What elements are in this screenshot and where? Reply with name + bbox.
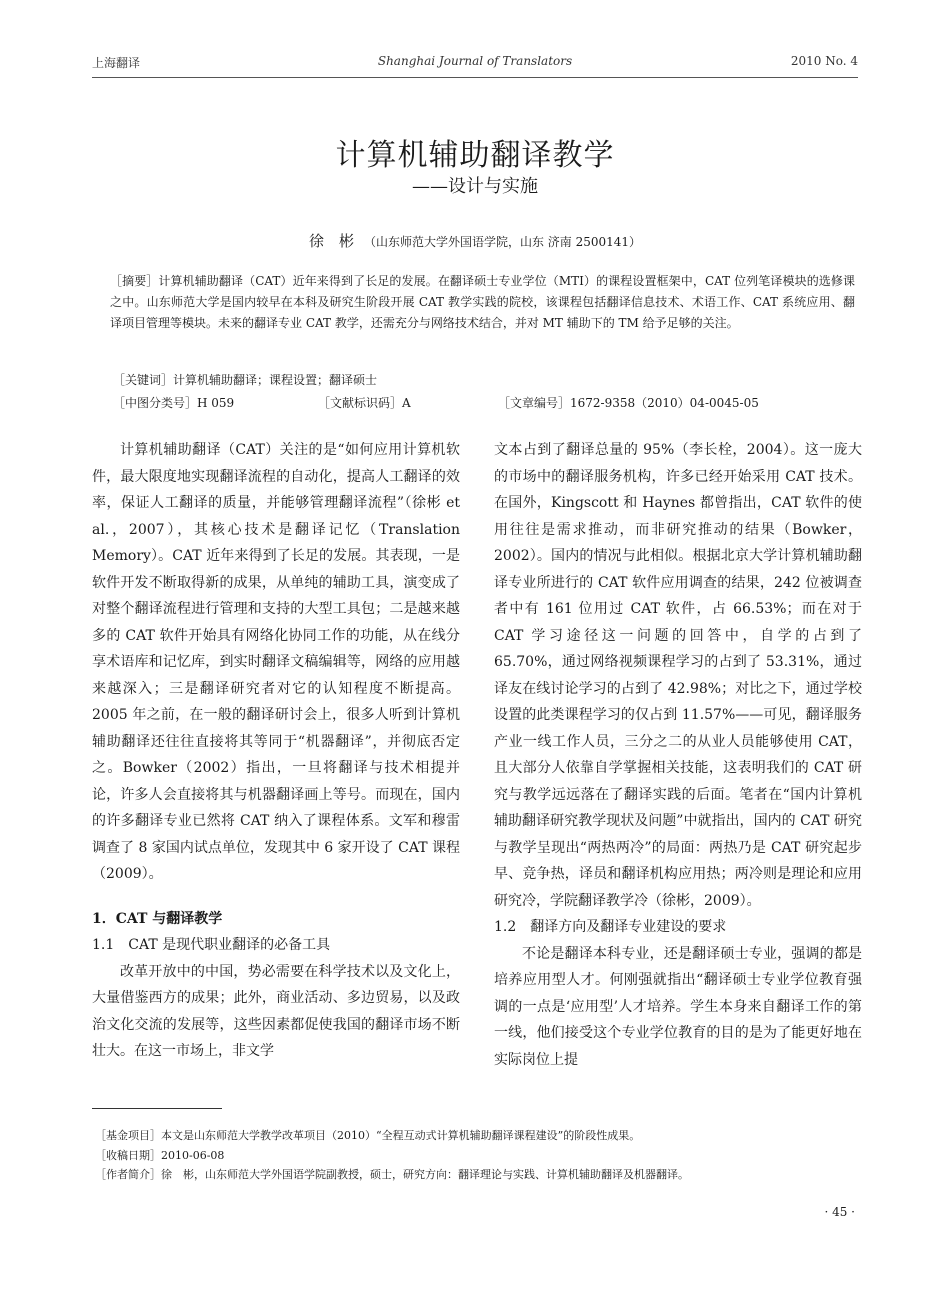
right-column xyxy=(494,437,862,1073)
author-line xyxy=(0,230,950,251)
body-paragraph: 计算机辅助翻译（CAT）关注的是“如何应用计算机软件，最大限度地实现翻译流程的自动化，提高人工翻译的效率，保证人工翻译的质量，并能够管理翻译流程”（徐彬 et al.，2007），其核心技术是翻译记忆（Translation Memory）。CAT 近年来得到了长足的发展。其表现，一是软件开发不断取得新的成果，从单纯的辅助工具，演变成了对整个翻译流程进行管理和支持的大型工具包；二是越来越多的 CAT 软件开始具有网络化协同工作的功能，从在线分享术语库和记忆库，到实时翻译文稿编辑等，网络的应用越来越深入；三是翻译研究者对它的认知程度不断提高。2005 年之前，在一般的翻译研讨会上，很多人听到计算机辅助翻译还往往直接将其等同于“机器翻译”，并彻底否定之。Bowker（2002）指出，一旦将翻译与技术相提并论，许多人会直接将其与机器翻译画上等号。而现在，国内的许多翻译专业已然将 CAT 纳入了课程体系。文军和穆雷调查了 8 家国内试点单位，发现其中 6 家开设了 CAT 课程（2009）。 xyxy=(92,442,460,882)
footnote-divider xyxy=(92,1108,222,1109)
running-header xyxy=(92,54,858,74)
author-affiliation: （山东师范大学外国语学院，山东 济南 2500141） xyxy=(363,235,642,249)
section-heading-1: 1．CAT 与翻译教学 xyxy=(92,910,223,927)
clc-number: ［中图分类号］H 059 xyxy=(113,396,235,410)
body-paragraph: 文本占到了翻译总量的 95%（李长栓，2004）。这一庞大的市场中的翻译服务机构，许多已经开始采用 CAT 技术。在国外，Kingscott 和 Haynes 都曾指出，CAT 软件的使用往往是需求推动，而非研究推动的结果（Bowker，2002）。国内的情况与此相似。根据北京大学计算机辅助翻译专业所进行的 CAT 软件应用调查的结果，242 位被调查者中有 161 位用过 CAT 软件，占 66.53%；而在对于 CAT 学习途径这一问题的回答中，自学的占到了 65.70%，通过网络视频课程学习的占到了 53.31%，通过译友在线讨论学习的占到了 42.98%；对比之下，通过学校设置的此类课程学习的仅占到 11.57%——可见，翻译服务产业一线工作人员，三分之二的从业人员能够使用 CAT，且大部分人依靠自学掌握相关技能，这表明我们的 CAT 研究与教学远远落在了翻译实践的后面。笔者在“国内计算机辅助翻译研究教学现状及问题”中就指出，国内的 CAT 研究与教学呈现出“两热两冷”的局面：两热乃是 CAT 研究起步早、竞争热，译员和翻译机构应用热；两冷则是理论和应用研究冷，学院翻译教学冷（徐彬，2009）。 xyxy=(494,442,862,909)
article-subtitle: ——设计与实施 xyxy=(412,176,538,197)
page-number: · 45 · xyxy=(824,1205,855,1219)
article-number: ［文章编号］1672-9358（2010）04-0045-05 xyxy=(498,396,759,410)
subsection-heading-1-1: 1.1 CAT 是现代职业翻译的必备工具 xyxy=(92,937,331,953)
document-code: ［文献标识码］A xyxy=(318,396,411,410)
journal-name-cn: 上海翻译 xyxy=(92,56,141,70)
issue-label: 2010 No. 4 xyxy=(790,54,858,68)
subsection-heading-1-2: 1.2 翻译方向及翻译专业建设的要求 xyxy=(494,919,727,935)
journal-name-en: Shanghai Journal of Translators xyxy=(377,54,573,68)
body-paragraph: 不论是翻译本科专业，还是翻译硕士专业，强调的都是培养应用型人才。何刚强就指出“翻译硕士专业学位教育强调的一点是‘应用型’人才培养。学生本身来自翻译工作的第一线，他们接受这个专业学位教育的目的是为了能更好地在实际岗位上提 xyxy=(494,945,862,1068)
footnote-received: ［收稿日期］2010-06-08 xyxy=(95,1148,225,1162)
footnote-author-bio: ［作者简介］徐 彬，山东师范大学外国语学院副教授，硕士，研究方向：翻译理论与实践、计算机辅助翻译及机器翻译。 xyxy=(95,1168,689,1181)
footnotes xyxy=(95,1126,858,1185)
left-column xyxy=(92,437,460,1065)
article-title: 计算机辅助翻译教学 xyxy=(335,138,615,173)
author-name: 徐 彬 xyxy=(308,232,354,250)
header-divider xyxy=(92,77,858,78)
abstract: ［摘要］计算机辅助翻译（CAT）近年来得到了长足的发展。在翻译硕士专业学位（MTI）的课程设置框架中，CAT 位列笔译模块的选修课之中。山东师范大学是国内较早在本科及研究生阶段开展 CAT 教学实践的院校，该课程包括翻译信息技术、术语工作、CAT 系统应用、翻译项目管理等模块。未来的翻译专业 CAT 教学，还需充分与网络技术结合，并对 MT 辅助下的 TM 给予足够的关注。 xyxy=(110,274,855,330)
body-paragraph: 改革开放中的中国，势必需要在科学技术以及文化上，大量借鉴西方的成果；此外，商业活动、多边贸易，以及政治文化交流的发展等，这些因素都促使我国的翻译市场不断壮大。在这一市场上，非文学 xyxy=(92,963,460,1059)
footnote-fund: ［基金项目］本文是山东师范大学教学改革项目（2010）“全程互动式计算机辅助翻译课程建设”的阶段性成果。 xyxy=(95,1129,641,1142)
keywords-text: ［关键词］计算机辅助翻译；课程设置；翻译硕士 xyxy=(113,373,378,387)
